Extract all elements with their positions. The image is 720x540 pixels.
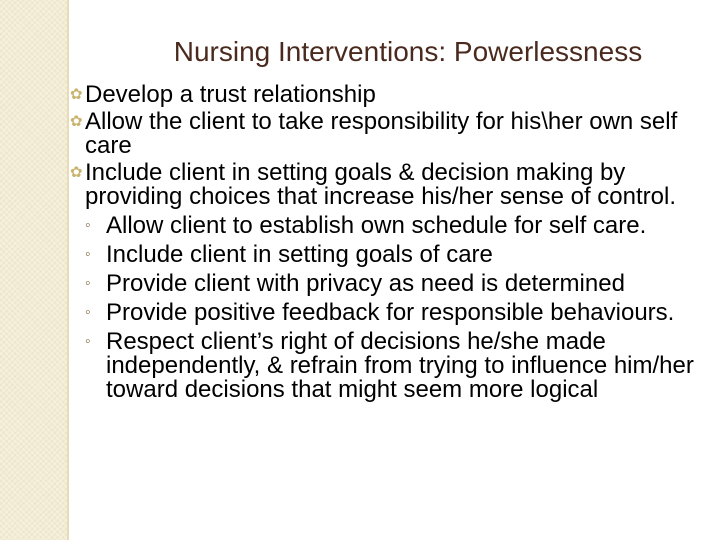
sub-bullet-text-1: Allow client to establish own schedule for self care.	[106, 212, 647, 239]
bullet-text-1: Develop a trust relationship	[85, 81, 376, 108]
bullet-text-2: Allow the client to take responsibility for his\her own self care	[85, 108, 678, 159]
ornate-bullet-icon: ✿	[70, 86, 83, 103]
sub-bullet-text-4: Provide positive feedback for responsible behaviours.	[106, 299, 675, 326]
ornate-bullet-icon: ✿	[70, 164, 83, 181]
ornate-bullet-icon: ✿	[70, 113, 83, 130]
hollow-circle-bullet-icon: ◦	[85, 333, 91, 350]
sub-bullet-item-1	[68, 214, 708, 238]
sub-bullet-item-2	[68, 243, 708, 267]
sub-bullet-item-4	[68, 301, 708, 325]
bullet-item-3	[68, 161, 708, 209]
sub-bullet-item-5	[68, 330, 708, 402]
bullet-item-1	[68, 83, 708, 107]
bullet-text-3: Include client in setting goals & decision making by providing choices that increase his/her sense of control.	[85, 159, 676, 210]
sub-bullet-item-3	[68, 272, 708, 296]
decorative-side-band	[0, 0, 67, 540]
bullet-item-2	[68, 110, 708, 158]
slide-title: Nursing Interventions: Powerlessness	[173, 36, 643, 67]
sub-bullet-text-2: Include client in setting goals of care	[106, 241, 493, 268]
hollow-circle-bullet-icon: ◦	[85, 217, 91, 234]
hollow-circle-bullet-icon: ◦	[85, 275, 91, 292]
hollow-circle-bullet-icon: ◦	[85, 246, 91, 263]
hollow-circle-bullet-icon: ◦	[85, 304, 91, 321]
bullet-list	[68, 83, 708, 402]
sub-bullet-text-3: Provide client with privacy as need is determined	[106, 270, 625, 297]
sub-bullet-text-5: Respect client’s right of decisions he/she made independently, & refrain from trying to influence him/her toward decisions that might seem more logical	[106, 328, 694, 403]
